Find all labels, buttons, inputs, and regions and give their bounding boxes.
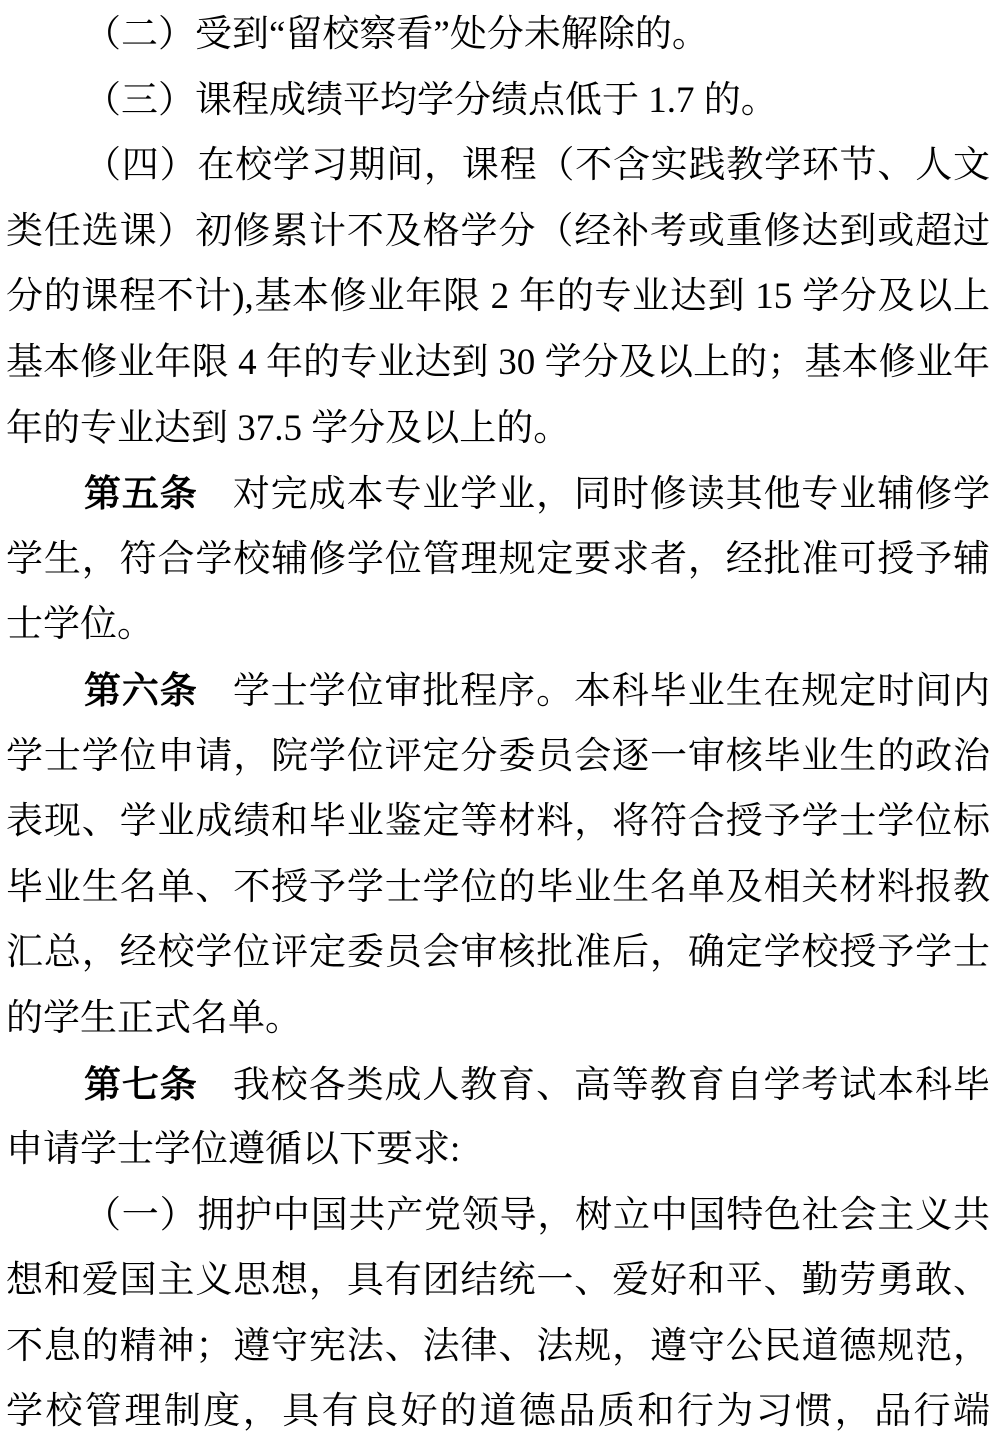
text-segment: 想和爱国主义思想，具有团结统一、爱好和平、勤劳勇敢、 xyxy=(6,1260,990,1302)
text-segment: （三）课程成绩平均学分绩点低于 1.7 的。 xyxy=(84,79,778,121)
text-segment: 表现、学业成绩和毕业鉴定等材料，将符合授予学士学位标 xyxy=(6,801,990,843)
text-segment: 学生，符合学校辅修学位管理规定要求者，经批准可授予辅 xyxy=(6,538,990,580)
text-line xyxy=(6,724,990,790)
text-segment: 我校各类成人教育、高等教育自学考试本科毕 xyxy=(232,1064,990,1106)
article-number-label: 第七条 xyxy=(84,1063,198,1105)
text-line xyxy=(6,986,990,1052)
text-segment: 对完成本专业学业，同时修读其他专业辅修学 xyxy=(232,474,990,516)
text-line xyxy=(6,68,990,134)
article-number-label: 第五条 xyxy=(84,473,198,515)
text-line xyxy=(6,330,990,396)
text-segment: 不息的精神；遵守宪法、法律、法规，遵守公民道德规范， xyxy=(6,1325,990,1367)
text-line xyxy=(6,1052,990,1118)
text-line xyxy=(6,1183,990,1249)
text-segment: 汇总，经校学位评定委员会审核批准后，确定学校授予学士 xyxy=(6,932,990,974)
text-segment: 学士学位审批程序。本科毕业生在规定时间内 xyxy=(232,670,990,712)
text-segment: 学士学位申请，院学位评定分委员会逐一审核毕业生的政治 xyxy=(6,735,990,777)
document-body xyxy=(6,2,990,1445)
text-segment: （二）受到“留校察看”处分未解除的。 xyxy=(84,14,709,55)
text-line xyxy=(6,1314,990,1380)
text-line xyxy=(6,396,990,462)
text-line xyxy=(6,1379,990,1445)
text-line xyxy=(6,1117,990,1183)
text-line xyxy=(6,658,990,724)
text-segment: （一）拥护中国共产党领导，树立中国特色社会主义共 xyxy=(84,1194,990,1236)
text-segment: （四）在校学习期间，课程（不含实践教学环节、人文 xyxy=(84,145,990,187)
text-line xyxy=(6,199,990,265)
article-number-label: 第六条 xyxy=(84,669,198,711)
text-line xyxy=(6,2,990,68)
text-segment: 的学生正式名单。 xyxy=(6,997,302,1039)
text-segment: 毕业生名单、不授予学士学位的毕业生名单及相关材料报教 xyxy=(6,866,990,908)
text-segment: 类任选课）初修累计不及格学分（经补考或重修达到或超过 xyxy=(6,210,990,252)
text-line xyxy=(6,1248,990,1314)
text-line xyxy=(6,920,990,986)
text-line xyxy=(6,527,990,593)
text-segment: 基本修业年限 4 年的专业达到 30 学分及以上的；基本修业年 xyxy=(6,341,990,383)
text-segment: 年的专业达到 37.5 学分及以上的。 xyxy=(6,407,571,449)
text-segment: 分的课程不计),基本修业年限 2 年的专业达到 15 学分及以上 xyxy=(6,276,990,318)
text-line xyxy=(6,133,990,199)
text-segment: 士学位。 xyxy=(6,604,154,646)
text-line xyxy=(6,789,990,855)
text-line xyxy=(6,855,990,921)
text-segment: 申请学士学位遵循以下要求: xyxy=(6,1129,461,1171)
text-line xyxy=(6,461,990,527)
text-segment: 学校管理制度，具有良好的道德品质和行为习惯，品行端 xyxy=(6,1391,990,1433)
text-line xyxy=(6,264,990,330)
text-line xyxy=(6,592,990,658)
